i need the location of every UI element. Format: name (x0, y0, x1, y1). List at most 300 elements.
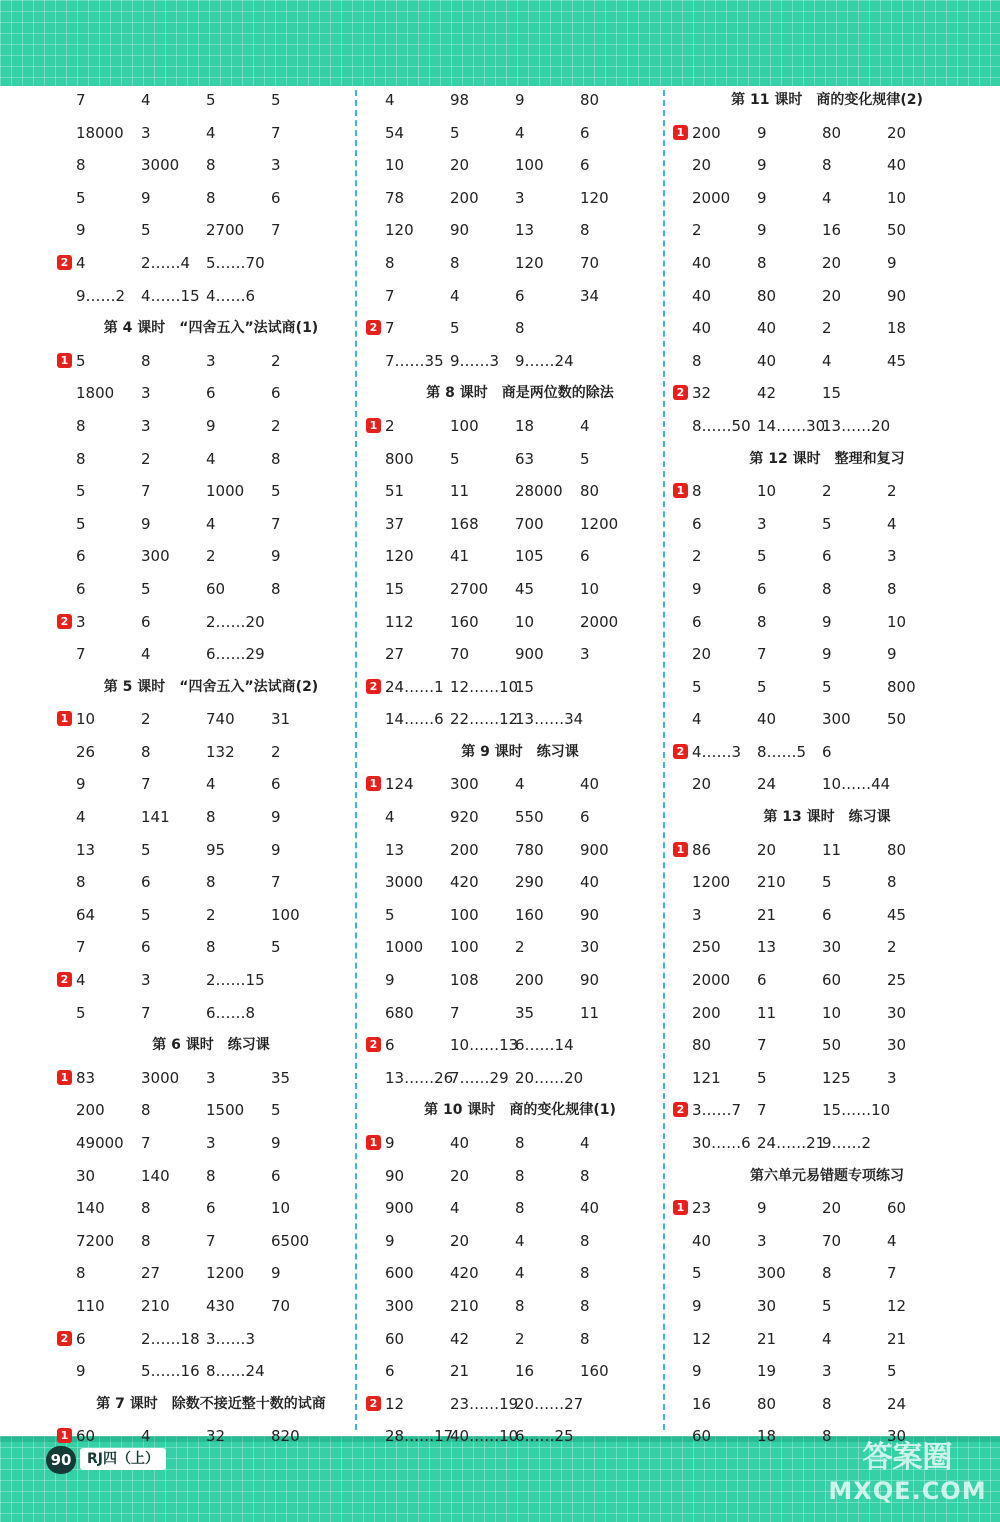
answer-row (385, 1257, 655, 1290)
answer-cell: 8 (580, 1329, 590, 1348)
answer-cell: 4 (141, 91, 151, 109)
answer-cell: 3……7 (692, 1101, 742, 1120)
question-number-badge: 1 (57, 1070, 72, 1085)
answer-cell: 3 (76, 612, 86, 631)
answer-cell: 6 (580, 123, 590, 142)
answer-cell: 8 (206, 938, 216, 957)
answer-cell: 10 (580, 579, 600, 598)
answer-row (76, 377, 346, 410)
answer-cell: 5 (450, 123, 460, 142)
answer-cell: 120 (580, 188, 609, 207)
lesson-heading: 第 13 课时 练习课 (763, 809, 891, 826)
answer-cell: 7 (757, 1101, 767, 1120)
answer-cell: 5 (822, 1296, 832, 1315)
answer-cell: 8 (141, 351, 151, 370)
column-divider (663, 90, 665, 1430)
answer-row (369, 312, 655, 345)
question-number-badge: 2 (673, 385, 688, 400)
answer-cell: 27 (385, 645, 405, 664)
answer-row (76, 540, 346, 573)
answer-cell: 70 (271, 1296, 291, 1315)
answer-cell: 140 (76, 1199, 105, 1218)
answer-cell: 8……5 (757, 742, 807, 761)
answer-cell: 5 (271, 482, 281, 501)
answer-cell: 7……29 (450, 1068, 509, 1087)
answer-cell: 3000 (385, 873, 424, 892)
answer-cell: 9 (385, 1134, 395, 1152)
answer-row (76, 214, 346, 247)
answer-cell: 70 (450, 645, 470, 664)
answer-cell: 13……20 (822, 416, 891, 435)
answer-cell: 8 (757, 612, 767, 631)
answer-row (692, 997, 962, 1030)
lesson-heading: 第 10 课时 商的变化规律(1) (424, 1102, 616, 1119)
answer-cell: 1200 (580, 514, 619, 533)
answer-cell: 21 (757, 905, 777, 924)
answer-row (692, 1355, 962, 1388)
answer-cell: 16 (822, 221, 842, 240)
answer-cell: 2 (692, 221, 702, 240)
answer-cell: 6……8 (206, 1003, 256, 1022)
answer-cell: 5 (757, 1068, 767, 1087)
answer-row (369, 1388, 655, 1421)
answer-cell: 15 (822, 384, 842, 403)
answer-cell: 5 (822, 677, 832, 696)
answer-cell: 10……44 (822, 775, 891, 794)
answer-cell: 10 (887, 188, 907, 207)
answer-cell: 11 (450, 482, 470, 501)
answer-cell: 80 (822, 123, 842, 142)
answer-row (60, 247, 346, 280)
answer-row (76, 866, 346, 899)
answer-cell: 40 (692, 319, 712, 338)
answer-cell: 800 (385, 449, 414, 468)
question-number-badge: 2 (366, 1396, 381, 1411)
answer-cell: 9……24 (515, 351, 574, 370)
answer-cell: 21 (450, 1362, 470, 1381)
answer-cell: 6 (76, 547, 86, 566)
answer-cell: 9 (887, 645, 897, 664)
answer-cell: 2 (692, 547, 702, 566)
answer-row (76, 182, 346, 215)
answer-cell: 5 (141, 579, 151, 598)
answer-cell: 6 (141, 938, 151, 957)
answer-cell: 2 (141, 449, 151, 468)
question-number-badge: 2 (57, 614, 72, 629)
answer-cell: 49000 (76, 1134, 124, 1152)
answer-cell: 27 (141, 1264, 161, 1283)
answer-cell: 1200 (206, 1264, 245, 1283)
answer-row (76, 768, 346, 801)
answer-cell: 4 (385, 91, 395, 109)
answer-cell: 90 (450, 221, 470, 240)
answer-row (60, 703, 346, 736)
question-number-badge: 1 (366, 1135, 381, 1150)
answer-row (692, 345, 962, 378)
answer-cell: 3 (692, 905, 702, 924)
answer-cell: 4 (141, 1427, 151, 1446)
answer-cell: 40 (887, 156, 907, 175)
answer-cell: 80 (580, 482, 600, 501)
answer-cell: 4 (450, 1199, 460, 1218)
answer-cell: 550 (515, 808, 544, 827)
answer-cell: 141 (141, 808, 170, 827)
answer-cell: 2 (271, 742, 281, 761)
answer-cell: 4 (822, 1329, 832, 1348)
answer-cell: 7 (271, 514, 281, 533)
answer-cell: 6 (76, 579, 86, 598)
answer-cell: 9 (271, 1134, 281, 1152)
answer-cell: 8 (692, 482, 702, 501)
answer-cell: 83 (76, 1068, 96, 1087)
answer-cell: 10 (76, 710, 96, 729)
answer-cell: 2 (887, 938, 897, 957)
answer-cell: 8 (515, 1199, 525, 1218)
answer-cell: 8 (271, 449, 281, 468)
answer-cell: 6 (271, 1166, 281, 1185)
answer-row (76, 508, 346, 541)
answer-cell: 31 (271, 710, 291, 729)
question-number-badge: 1 (673, 483, 688, 498)
answer-cell: 86 (692, 840, 712, 859)
answer-cell: 9 (385, 971, 395, 990)
answer-row (692, 1029, 962, 1062)
answer-cell: 5 (271, 938, 281, 957)
answer-cell: 4 (206, 514, 216, 533)
question-number-badge: 2 (366, 1037, 381, 1052)
answer-cell: 8 (580, 1166, 590, 1185)
answer-cell: 12 (692, 1329, 712, 1348)
answer-cell: 8 (206, 1166, 216, 1185)
answer-cell: 24 (887, 1394, 907, 1413)
answer-cell: 30 (580, 938, 600, 957)
answer-row (385, 606, 655, 639)
answer-row (369, 1029, 655, 1062)
answer-cell: 132 (206, 742, 235, 761)
answer-row (692, 182, 962, 215)
answer-cell: 780 (515, 840, 544, 859)
watermark-url: MXQE.COM (828, 1477, 987, 1505)
answer-cell: 12 (887, 1296, 907, 1315)
answer-cell: 3 (271, 156, 281, 175)
answer-cell: 10 (515, 612, 535, 631)
answer-row (76, 573, 346, 606)
answer-row (385, 573, 655, 606)
answer-cell: 105 (515, 547, 544, 566)
answer-row (676, 377, 962, 410)
answer-cell: 9 (757, 123, 767, 142)
answer-cell: 4……15 (141, 286, 200, 305)
answer-cell: 20 (822, 253, 842, 272)
answer-row (692, 280, 962, 313)
answer-cell: 3……3 (206, 1329, 256, 1348)
answer-cell: 7 (141, 482, 151, 501)
answer-cell: 9 (692, 579, 702, 598)
answer-cell: 16 (515, 1362, 535, 1381)
answer-cell: 5 (76, 188, 86, 207)
answer-cell: 200 (692, 1003, 721, 1022)
answer-cell: 8 (206, 188, 216, 207)
answer-cell: 8 (757, 253, 767, 272)
answer-cell: 300 (757, 1264, 786, 1283)
answer-cell: 37 (385, 514, 405, 533)
answer-cell: 45 (515, 579, 535, 598)
answer-row (692, 1127, 962, 1160)
answer-cell: 9 (822, 645, 832, 664)
answer-row (692, 866, 962, 899)
answer-cell: 6 (206, 1199, 216, 1218)
answer-cell: 120 (385, 221, 414, 240)
answer-cell: 6 (822, 905, 832, 924)
answer-cell: 740 (206, 710, 235, 729)
answer-row (76, 84, 346, 117)
answer-cell: 30 (76, 1166, 96, 1185)
answer-cell: 4……3 (692, 742, 742, 761)
answer-cell: 20 (450, 1166, 470, 1185)
answer-row (76, 1160, 346, 1193)
answer-cell: 8 (580, 1264, 590, 1283)
answer-cell: 4 (76, 971, 86, 990)
answer-cell: 24……1 (385, 677, 444, 696)
answer-cell: 20 (450, 1231, 470, 1250)
answer-cell: 9 (385, 1231, 395, 1250)
answer-row (676, 117, 962, 150)
answer-row (76, 475, 346, 508)
answer-cell: 4 (580, 1134, 590, 1152)
answer-cell: 9 (887, 253, 897, 272)
answer-cell: 70 (580, 253, 600, 272)
answer-row (76, 1094, 346, 1127)
answer-row (385, 1225, 655, 1258)
answer-cell: 50 (822, 1036, 842, 1055)
answer-cell: 18 (757, 1427, 777, 1446)
answer-cell: 4 (822, 351, 832, 370)
answer-cell: 100 (450, 938, 479, 957)
answer-cell: 15 (515, 677, 535, 696)
answer-cell: 2 (822, 319, 832, 338)
answer-cell: 160 (580, 1362, 609, 1381)
answer-cell: 2 (206, 547, 216, 566)
answer-cell: 24……21 (757, 1134, 826, 1152)
answer-row (385, 540, 655, 573)
answer-row (385, 1355, 655, 1388)
answer-cell: 820 (271, 1427, 300, 1446)
answer-cell: 15……10 (822, 1101, 891, 1120)
answer-row (76, 1355, 346, 1388)
answer-cell: 300 (822, 710, 851, 729)
answer-cell: 8 (515, 319, 525, 338)
answer-cell: 3000 (141, 156, 180, 175)
answer-cell: 45 (887, 351, 907, 370)
answer-cell: 8 (141, 1199, 151, 1218)
answer-cell: 6 (385, 1362, 395, 1381)
answer-cell: 140 (141, 1166, 170, 1185)
answer-cell: 28000 (515, 482, 563, 501)
answer-cell: 2 (822, 482, 832, 501)
answer-cell: 9 (271, 840, 281, 859)
answer-cell: 250 (692, 938, 721, 957)
answer-cell: 14……30 (757, 416, 826, 435)
answer-cell: 40 (692, 286, 712, 305)
answer-row (692, 1323, 962, 1356)
answer-row (76, 931, 346, 964)
answer-row (692, 1062, 962, 1095)
answer-row (385, 899, 655, 932)
answer-cell: 4 (580, 416, 590, 435)
answer-cell: 18000 (76, 123, 124, 142)
answer-row (385, 997, 655, 1030)
answer-cell: 3 (580, 645, 590, 664)
answer-column-left (60, 84, 346, 1453)
answer-row (385, 149, 655, 182)
answer-cell: 24 (757, 775, 777, 794)
answer-cell: 40 (580, 873, 600, 892)
answer-cell: 30……6 (692, 1134, 751, 1152)
answer-cell: 2 (515, 938, 525, 957)
answer-cell: 120 (385, 547, 414, 566)
answer-row (60, 345, 346, 378)
answer-row (692, 540, 962, 573)
answer-cell: 7 (76, 645, 86, 664)
answer-cell: 30 (757, 1296, 777, 1315)
answer-cell: 3 (141, 416, 151, 435)
answer-row (385, 1062, 655, 1095)
answer-cell: 14……6 (385, 710, 444, 729)
answer-cell: 6 (385, 1036, 395, 1055)
answer-cell: 25 (887, 971, 907, 990)
answer-column-right (676, 84, 962, 1453)
answer-cell: 60 (385, 1329, 405, 1348)
answer-cell: 8 (515, 1166, 525, 1185)
answer-cell: 8 (206, 873, 216, 892)
watermark-logo-text: 答案圈 (862, 1440, 953, 1475)
answer-cell: 80 (692, 1036, 712, 1055)
page-number: 90 (46, 1446, 76, 1474)
answer-row (385, 84, 655, 117)
answer-cell: 5 (450, 449, 460, 468)
answer-cell: 50 (887, 710, 907, 729)
answer-cell: 8 (76, 416, 86, 435)
answer-cell: 4 (450, 286, 460, 305)
answer-cell: 40 (757, 351, 777, 370)
answer-cell: 7 (141, 1134, 151, 1152)
answer-row (385, 931, 655, 964)
answer-cell: 6 (141, 873, 151, 892)
answer-cell: 20 (450, 156, 470, 175)
answer-cell: 5 (580, 449, 590, 468)
answer-cell: 30 (887, 1003, 907, 1022)
answer-cell: 80 (887, 840, 907, 859)
answer-cell: 10 (271, 1199, 291, 1218)
answer-cell: 8 (206, 156, 216, 175)
answer-cell: 8 (141, 1101, 151, 1120)
answer-cell: 41 (450, 547, 470, 566)
question-number-badge: 2 (57, 255, 72, 270)
answer-cell: 4 (692, 710, 702, 729)
answer-cell: 5 (271, 1101, 281, 1120)
lesson-heading: 第六单元易错题专项练习 (750, 1167, 904, 1184)
answer-cell: 7 (887, 1264, 897, 1283)
answer-cell: 8 (692, 351, 702, 370)
answer-cell: 12……10 (450, 677, 519, 696)
answer-row (692, 671, 962, 704)
answer-cell: 51 (385, 482, 405, 501)
answer-cell: 5 (206, 91, 216, 109)
answer-cell: 63 (515, 449, 535, 468)
question-number-badge: 2 (366, 679, 381, 694)
answer-cell: 9 (76, 221, 86, 240)
answer-row (76, 736, 346, 769)
answer-row (692, 899, 962, 932)
answer-cell: 8……24 (206, 1362, 265, 1381)
answer-cell: 4 (141, 645, 151, 664)
answer-cell: 3 (141, 384, 151, 403)
answer-cell: 4 (206, 449, 216, 468)
answer-cell: 5 (692, 1264, 702, 1283)
answer-cell: 430 (206, 1296, 235, 1315)
answer-cell: 6 (580, 156, 590, 175)
answer-cell: 2……20 (206, 612, 265, 631)
answer-cell: 6 (692, 514, 702, 533)
lesson-heading: 第 5 课时 “四舍五入”法试商(2) (103, 678, 319, 695)
answer-cell: 2……4 (141, 253, 191, 272)
answer-cell: 90 (580, 971, 600, 990)
answer-cell: 1200 (692, 873, 731, 892)
answer-cell: 20 (822, 286, 842, 305)
answer-cell: 98 (450, 91, 470, 109)
answer-cell: 8 (515, 1296, 525, 1315)
answer-cell: 600 (385, 1264, 414, 1283)
answer-row (692, 1257, 962, 1290)
answer-cell: 7 (141, 1003, 151, 1022)
answer-cell: 7 (450, 1003, 460, 1022)
answer-cell: 40 (692, 1231, 712, 1250)
answer-cell: 9 (757, 188, 767, 207)
answer-cell: 32 (692, 384, 712, 403)
answer-cell: 5 (76, 482, 86, 501)
answer-row (385, 443, 655, 476)
answer-cell: 8 (580, 221, 590, 240)
answer-cell: 4 (385, 808, 395, 827)
answer-row (385, 638, 655, 671)
answer-cell: 21 (887, 1329, 907, 1348)
answer-cell: 35 (515, 1003, 535, 1022)
answer-cell: 9 (692, 1296, 702, 1315)
answer-cell: 8 (76, 873, 86, 892)
answer-cell: 13 (385, 840, 405, 859)
question-number-badge: 2 (366, 320, 381, 335)
answer-row (692, 214, 962, 247)
answer-cell: 7 (141, 775, 151, 794)
answer-cell: 60 (76, 1427, 96, 1446)
answer-cell: 7 (271, 123, 281, 142)
answer-cell: 9 (757, 1199, 767, 1218)
answer-cell: 15 (385, 579, 405, 598)
answer-cell: 5 (76, 351, 86, 370)
question-number-badge: 1 (366, 418, 381, 433)
answer-row (76, 1225, 346, 1258)
answer-row (385, 1192, 655, 1225)
answer-cell: 9……3 (450, 351, 500, 370)
answer-cell: 1800 (76, 384, 115, 403)
answer-cell: 40 (692, 253, 712, 272)
answer-cell: 210 (141, 1296, 170, 1315)
answer-cell: 5 (822, 514, 832, 533)
answer-row (692, 312, 962, 345)
answer-cell: 7 (271, 873, 281, 892)
answer-cell: 22……12 (450, 710, 519, 729)
question-number-badge: 1 (673, 1200, 688, 1215)
